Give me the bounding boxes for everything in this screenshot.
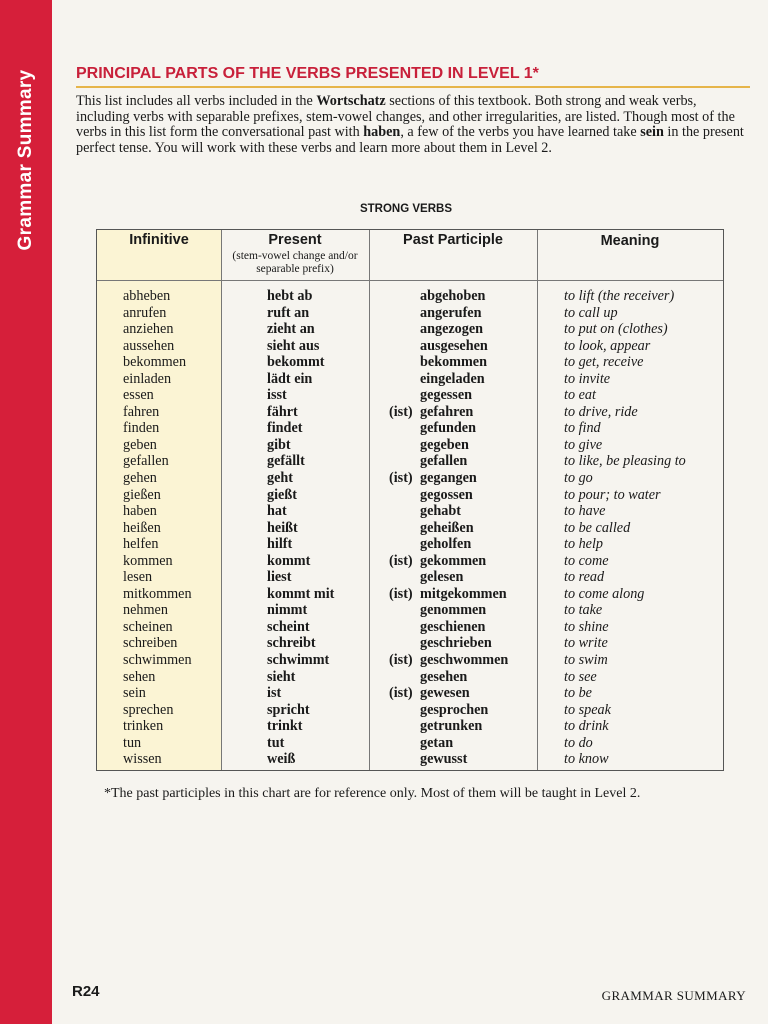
infinitive-cell: tun	[123, 734, 142, 751]
table-row	[97, 371, 723, 388]
section-title: STRONG VERBS	[359, 203, 452, 215]
meaning-cell: to have	[564, 503, 606, 520]
past-participle-cell: geschrieben	[420, 635, 492, 652]
meaning-cell: to shine	[564, 618, 609, 635]
table-row	[97, 669, 723, 686]
intro-text-3: , a few of the verbs you have learned take	[400, 124, 641, 141]
table-row	[97, 602, 723, 619]
intro-term-sein: sein	[640, 124, 664, 141]
past-participle-cell: gegessen	[420, 387, 473, 404]
table-row	[97, 437, 723, 454]
present-cell: hilft	[267, 536, 293, 553]
table-row	[97, 404, 723, 421]
meaning-cell: to put on (clothes)	[564, 321, 668, 338]
past-participle-cell: geschwommen	[420, 652, 509, 669]
intro-text-2: sections of this textbook. Both strong and weak verbs, including verbs with separable prefixes, stem-vowel changes, and other irregularities, are listed. Though most of the verbs in this list form the conversational past with	[76, 93, 735, 141]
present-cell: trinkt	[267, 718, 303, 735]
infinitive-cell: gehen	[123, 470, 157, 487]
section-sidebar	[0, 0, 52, 1024]
present-cell: nimmt	[267, 602, 308, 619]
infinitive-cell: geben	[123, 436, 157, 453]
infinitive-cell: lesen	[123, 569, 153, 586]
meaning-cell: to find	[564, 420, 601, 437]
table-row	[97, 685, 723, 702]
header-meaning: Meaning	[600, 233, 660, 249]
present-cell: lädt ein	[267, 370, 313, 387]
meaning-cell: to invite	[564, 370, 611, 387]
past-participle-cell: genommen	[420, 602, 487, 619]
auxiliary-cell: (ist)	[389, 585, 413, 602]
past-participle-cell: gesprochen	[420, 701, 489, 718]
present-cell: heißt	[267, 519, 298, 536]
auxiliary-cell: (ist)	[389, 652, 413, 669]
meaning-cell: to pour; to water	[564, 486, 661, 503]
verb-table	[96, 229, 724, 771]
page-heading: PRINCIPAL PARTS OF THE VERBS PRESENTED IN LEVEL 1*	[76, 65, 750, 88]
meaning-cell: to call up	[564, 304, 618, 321]
infinitive-cell: helfen	[123, 536, 159, 553]
meaning-cell: to help	[564, 536, 604, 553]
table-row	[97, 503, 723, 520]
meaning-cell: to see	[564, 668, 597, 685]
present-cell: findet	[267, 420, 303, 437]
infinitive-cell: gießen	[123, 486, 161, 503]
past-participle-cell: angerufen	[420, 304, 482, 321]
present-cell: ist	[267, 685, 282, 702]
past-participle-cell: gewusst	[420, 751, 468, 768]
meaning-cell: to read	[564, 569, 605, 586]
present-cell: schwimmt	[267, 652, 330, 669]
past-participle-cell: gefahren	[420, 403, 474, 420]
meaning-cell: to come along	[564, 585, 645, 602]
table-row	[97, 586, 723, 603]
present-cell: gießt	[267, 486, 297, 503]
table-row	[97, 420, 723, 437]
table-row	[97, 751, 723, 768]
table-row	[97, 338, 723, 355]
meaning-cell: to be	[564, 685, 592, 702]
table-row	[97, 487, 723, 504]
past-participle-cell: geholfen	[420, 536, 472, 553]
meaning-cell: to lift (the receiver)	[564, 288, 675, 304]
header-infinitive: Infinitive	[129, 232, 189, 248]
past-participle-cell: gegossen	[420, 486, 473, 503]
table-row	[97, 619, 723, 636]
meaning-cell: to write	[564, 635, 608, 652]
present-cell: sieht aus	[267, 337, 320, 354]
past-participle-cell: gegeben	[420, 436, 469, 453]
past-participle-cell: gelesen	[420, 569, 464, 586]
auxiliary-cell: (ist)	[389, 470, 413, 487]
meaning-cell: to go	[564, 470, 593, 487]
infinitive-cell: anziehen	[123, 321, 174, 338]
table-row	[97, 735, 723, 752]
meaning-cell: to speak	[564, 701, 611, 718]
table-row	[97, 553, 723, 570]
present-cell: ruft an	[267, 304, 310, 321]
present-cell: scheint	[267, 618, 310, 635]
infinitive-cell: schwimmen	[123, 652, 192, 669]
meaning-cell: to swim	[564, 652, 608, 669]
meaning-cell: to know	[564, 751, 609, 768]
present-cell: kommt mit	[267, 585, 335, 602]
present-cell: weiß	[267, 751, 296, 768]
auxiliary-cell: (ist)	[389, 552, 413, 569]
infinitive-cell: trinken	[123, 718, 164, 735]
table-row	[97, 569, 723, 586]
present-cell: fährt	[267, 403, 298, 420]
table-row	[97, 354, 723, 371]
meaning-cell: to look, appear	[564, 337, 651, 354]
past-participle-cell: ausgesehen	[420, 337, 488, 354]
present-cell: hat	[267, 503, 287, 520]
present-cell: kommt	[267, 552, 311, 569]
infinitive-cell: anrufen	[123, 304, 167, 321]
table-row	[97, 470, 723, 487]
present-cell: tut	[267, 734, 285, 751]
infinitive-cell: essen	[123, 387, 154, 404]
past-participle-cell: geschienen	[420, 618, 486, 635]
table-body	[97, 288, 723, 768]
table-row	[97, 652, 723, 669]
intro-text-1: This list includes all verbs included in the	[76, 93, 317, 109]
present-cell: geht	[267, 470, 294, 487]
auxiliary-cell: (ist)	[389, 403, 413, 420]
present-cell: isst	[267, 387, 287, 404]
infinitive-cell: haben	[123, 503, 157, 520]
header-past-participle: Past Participle	[403, 232, 503, 248]
running-footer: GRAMMAR SUMMARY	[601, 988, 746, 1003]
table-row	[97, 702, 723, 719]
meaning-cell: to eat	[564, 387, 596, 404]
header-divider	[97, 280, 723, 281]
meaning-cell: to drive, ride	[564, 403, 638, 420]
past-participle-cell: gesehen	[420, 668, 468, 685]
infinitive-cell: finden	[123, 420, 160, 437]
past-participle-cell: gewesen	[420, 685, 470, 702]
meaning-cell: to drink	[564, 718, 609, 735]
past-participle-cell: gekommen	[420, 552, 487, 569]
meaning-cell: to take	[564, 602, 603, 619]
page-number: R24	[72, 983, 100, 1000]
past-participle-cell: getrunken	[420, 718, 483, 735]
present-cell: liest	[267, 569, 292, 586]
past-participle-cell: eingeladen	[420, 370, 485, 387]
table-row	[97, 520, 723, 537]
table-row	[97, 305, 723, 322]
table-row	[97, 536, 723, 553]
infinitive-cell: fahren	[123, 403, 160, 420]
past-participle-cell: gefallen	[420, 453, 468, 470]
present-cell: gibt	[267, 436, 291, 453]
present-cell: hebt ab	[267, 288, 313, 304]
sidebar-label: Grammar Summary	[15, 69, 36, 251]
header-present: Present	[268, 232, 322, 248]
auxiliary-cell: (ist)	[389, 685, 413, 702]
past-participle-cell: bekommen	[420, 354, 487, 371]
infinitive-cell: sprechen	[123, 701, 174, 718]
infinitive-cell: einladen	[123, 370, 172, 387]
meaning-cell: to do	[564, 734, 593, 751]
past-participle-cell: gehabt	[420, 503, 461, 520]
infinitive-cell: nehmen	[123, 602, 168, 619]
table-row	[97, 718, 723, 735]
infinitive-cell: aussehen	[123, 337, 175, 354]
meaning-cell: to be called	[564, 519, 631, 536]
table-row	[97, 288, 723, 305]
infinitive-cell: scheinen	[123, 618, 173, 635]
present-cell: sieht	[267, 668, 296, 685]
past-participle-cell: getan	[420, 734, 454, 751]
table-row	[97, 635, 723, 652]
past-participle-cell: mitgekommen	[420, 585, 507, 602]
infinitive-cell: bekommen	[123, 354, 187, 371]
past-participle-cell: geheißen	[420, 519, 474, 536]
intro-paragraph	[76, 94, 744, 156]
table-row	[97, 321, 723, 338]
infinitive-cell: heißen	[123, 519, 161, 536]
footnote: *The past participles in this chart are for reference only. Most of them will be taught in Level 2.	[104, 786, 641, 801]
meaning-cell: to like, be pleasing to	[564, 453, 686, 470]
meaning-cell: to give	[564, 436, 603, 453]
present-cell: spricht	[267, 701, 310, 718]
intro-text-4: in the present perfect tense. You will work with these verbs and learn more about them in Level 2.	[76, 124, 744, 156]
infinitive-cell: sein	[123, 685, 146, 702]
present-cell: bekommt	[267, 354, 325, 371]
present-cell: schreibt	[267, 635, 316, 652]
meaning-cell: to get, receive	[564, 354, 644, 371]
infinitive-cell: schreiben	[123, 635, 178, 652]
infinitive-cell: abheben	[123, 288, 171, 304]
infinitive-cell: mitkommen	[123, 585, 192, 602]
intro-term-haben: haben	[363, 124, 401, 141]
infinitive-cell: sehen	[123, 668, 156, 685]
infinitive-cell: gefallen	[123, 453, 169, 470]
table-row	[97, 387, 723, 404]
infinitive-cell: kommen	[123, 552, 173, 569]
header-present-note: (stem-vowel change and/or separable prefix)	[232, 250, 358, 275]
intro-term-wortschatz: Wortschatz	[316, 93, 386, 109]
infinitive-cell: wissen	[123, 751, 162, 768]
meaning-cell: to come	[564, 552, 609, 569]
present-cell: gefällt	[267, 453, 305, 470]
past-participle-cell: gegangen	[420, 470, 477, 487]
present-cell: zieht an	[267, 321, 315, 338]
past-participle-cell: angezogen	[420, 321, 484, 338]
past-participle-cell: abgehoben	[420, 288, 486, 304]
table-row	[97, 453, 723, 470]
past-participle-cell: gefunden	[420, 420, 476, 437]
